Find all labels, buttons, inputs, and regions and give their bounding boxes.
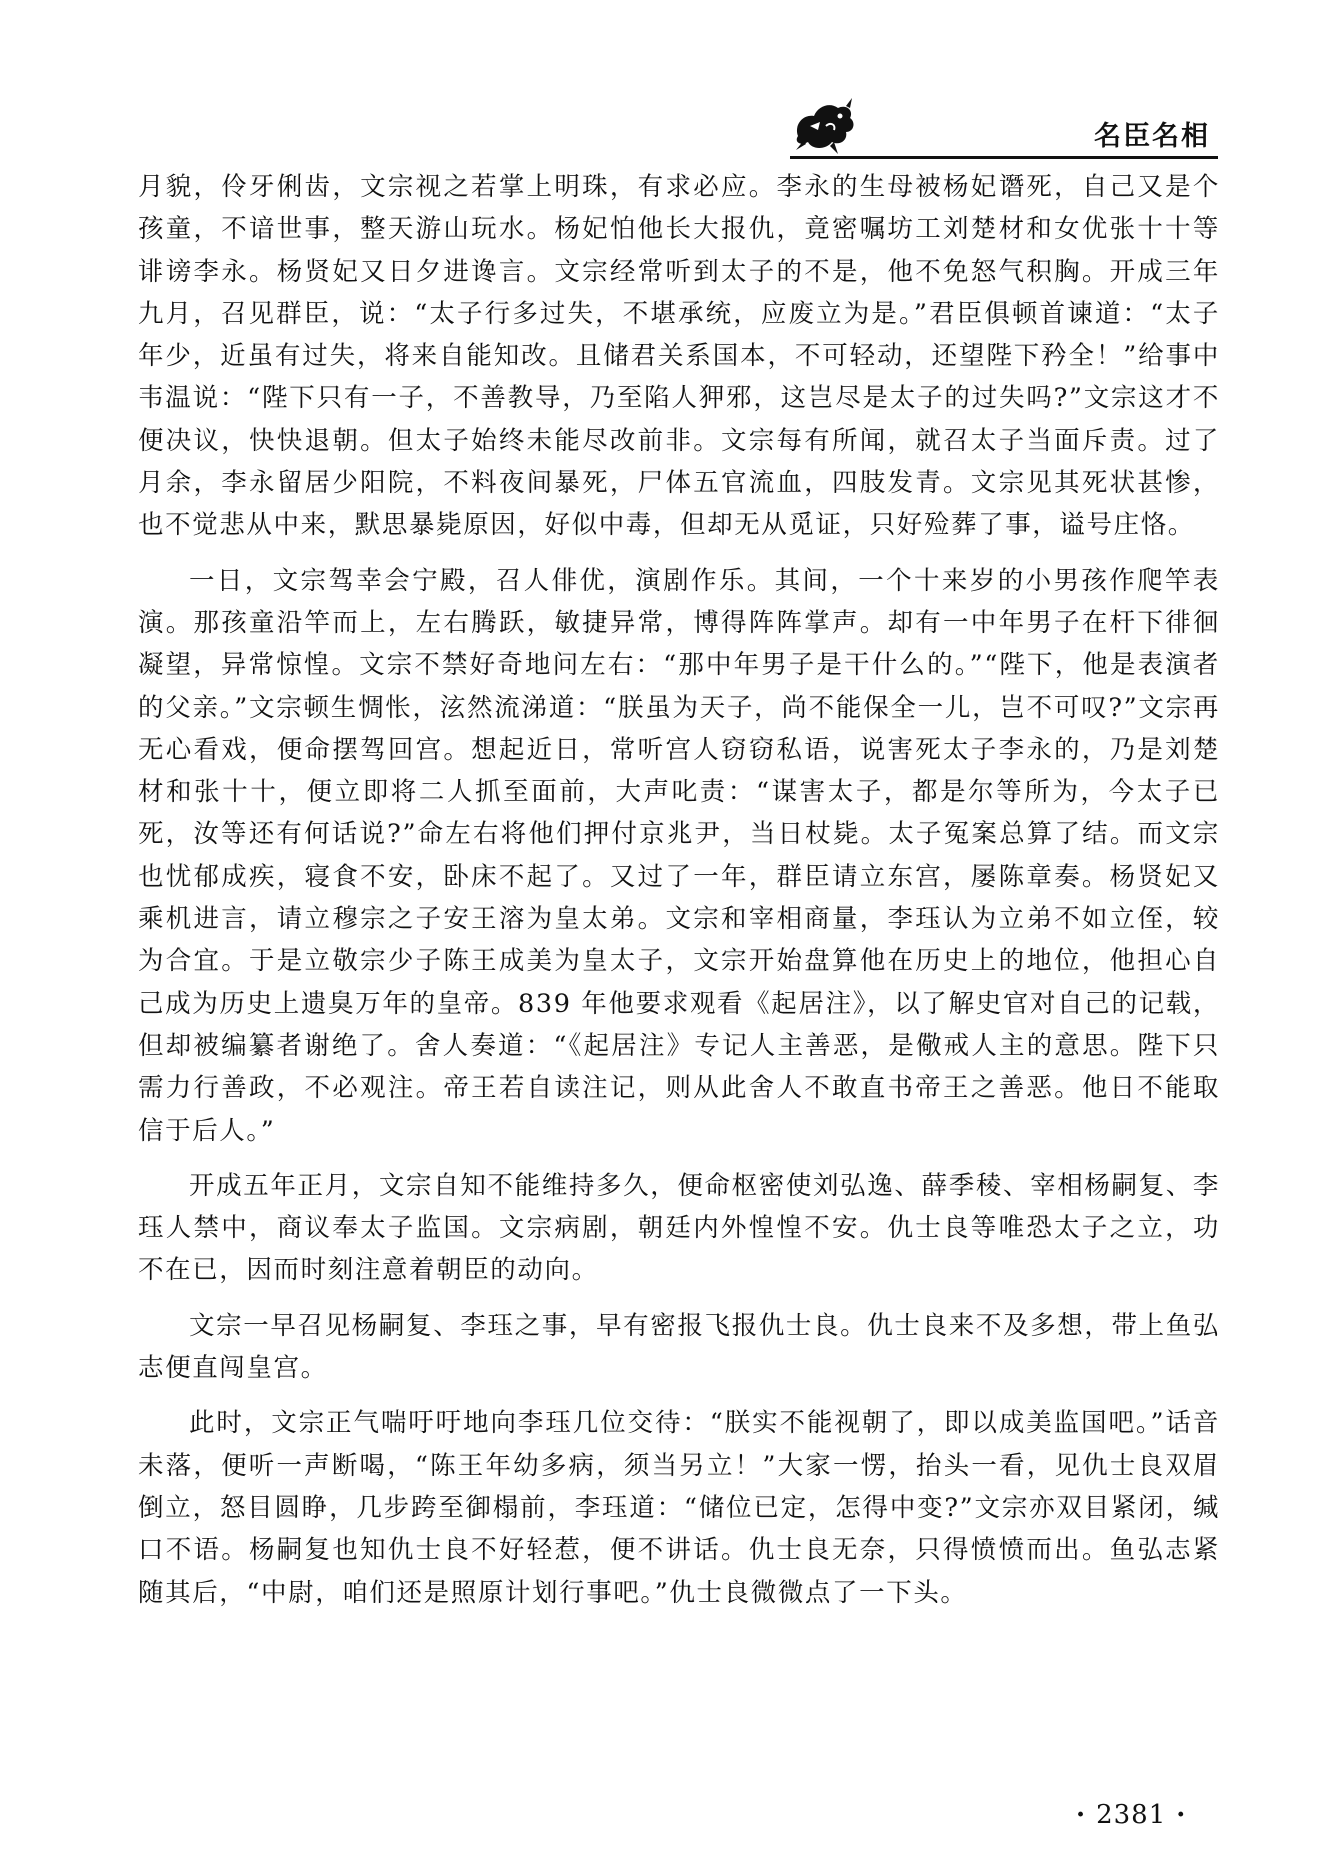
paragraph: 文宗一早召见杨嗣复、李珏之事，早有密报飞报仇士良。仇士良来不及多想，带上鱼弘志便直闯皇宫。	[138, 1310, 1220, 1384]
page-number-dot: ·	[1076, 1800, 1087, 1830]
paragraph: 开成五年正月，文宗自知不能维持多久，便命枢密使刘弘逸、薛季稜、宰相杨嗣复、李珏人禁中，商议奉太子监国。文宗病剧，朝廷内外惶惶不安。仇士良等唯恐太子之立，功不在已，因而时刻注意着朝臣的动向。	[138, 1170, 1220, 1286]
section-title: 名臣名相	[1094, 121, 1210, 152]
paragraph: 一日，文宗驾幸会宁殿，召人俳优，演剧作乐。其间，一个十来岁的小男孩作爬竿表演。那孩童沿竿而上，左右腾跃，敏捷异常，博得阵阵掌声。却有一中年男子在杆下徘徊凝望，异常惊惶。文宗不禁好奇地问左右：“那中年男子是干什么的。”“陛下，他是表演者的父亲。”文宗顿生惆怅，泫然流涕道：“朕虽为天子，尚不能保全一儿，岂不可叹?”文宗再无心看戏，便命摆驾回宫。想起近日，常听宫人窃窃私语，说害死太子李永的，乃是刘楚材和张十十，便立即将二人抓至面前，大声叱责：“谋害太子，都是尔等所为，今太子已死，汝等还有何话说?”命左右将他们押付京兆尹，当日杖毙。太子冤案总算了结。而文宗也忧郁成疾，寝食不安，卧床不起了。又过了一年，群臣请立东宫，屡陈章奏。杨贤妃又乘机进言，请立穆宗之子安王溶为皇太弟。文宗和宰相商量，李珏认为立弟不如立侄，较为合宜。于是立敬宗少子陈王成美为皇太子，文宗开始盘算他在历史上的地位，他担心自己成为历史上遗臭万年的皇帝。839 年他要求观看《起居注》，以了解史官对自己的记载，但却被编纂者谢绝了。舍人奏道：“《起居注》专记人主善恶，是儆戒人主的意思。陛下只需力行善政，不必观注。帝王若自读注记，则从此舍人不敢直书帝王之善恶。他日不能取信于后人。”	[138, 565, 1220, 1146]
paragraph: 月貌，伶牙俐齿，文宗视之若掌上明珠，有求必应。李永的生母被杨妃谮死，自己又是个孩童，不谙世事，整天游山玩水。杨妃怕他长大报仇，竟密嘱坊工刘楚材和女优张十十等诽谤李永。杨贤妃又日夕进谗言。文宗经常听到太子的不是，他不免怒气积胸。开成三年九月，召见群臣，说：“太子行多过失，不堪承统，应废立为是。”君臣俱顿首谏道：“太子年少，近虽有过失，将来自能知改。且储君关系国本，不可轻动，还望陛下矜全！”给事中韦温说：“陛下只有一子，不善教导，乃至陷人狎邪，这岂尽是太子的过失吗?”文宗这才不便决议，快快退朝。但太子始终未能尽改前非。文宗每有所闻，就召太子当面斥责。过了月余，李永留居少阳院，不料夜间暴死，尸体五官流血，四肢发青。文宗见其死状甚惨，也不觉悲从中来，默思暴毙原因，好似中毒，但却无从觅证，只好殓葬了事，谥号庄恪。	[138, 172, 1220, 541]
page-number-dot: ·	[1176, 1800, 1187, 1830]
running-header	[790, 96, 1210, 156]
header-divider	[790, 156, 1218, 159]
page-number	[1066, 1800, 1196, 1830]
dragon-icon	[790, 96, 860, 156]
page-number-value: 2381	[1096, 1800, 1167, 1830]
paragraph: 此时，文宗正气喘吁吁地向李珏几位交待：“朕实不能视朝了，即以成美监国吧。”话音未落，便听一声断喝，“陈王年幼多病，须当另立！”大家一愣，抬头一看，见仇士良双眉倒立，怒目圆睁，几步跨至御榻前，李珏道：“储位已定，怎得中变?”文宗亦双目紧闭，缄口不语。杨嗣复也知仇士良不好轻惹，便不讲话。仇士良无奈，只得愤愤而出。鱼弘志紧随其后，“中尉，咱们还是照原计划行事吧。”仇士良微微点了一下头。	[138, 1408, 1220, 1608]
body-text	[138, 166, 1220, 1627]
